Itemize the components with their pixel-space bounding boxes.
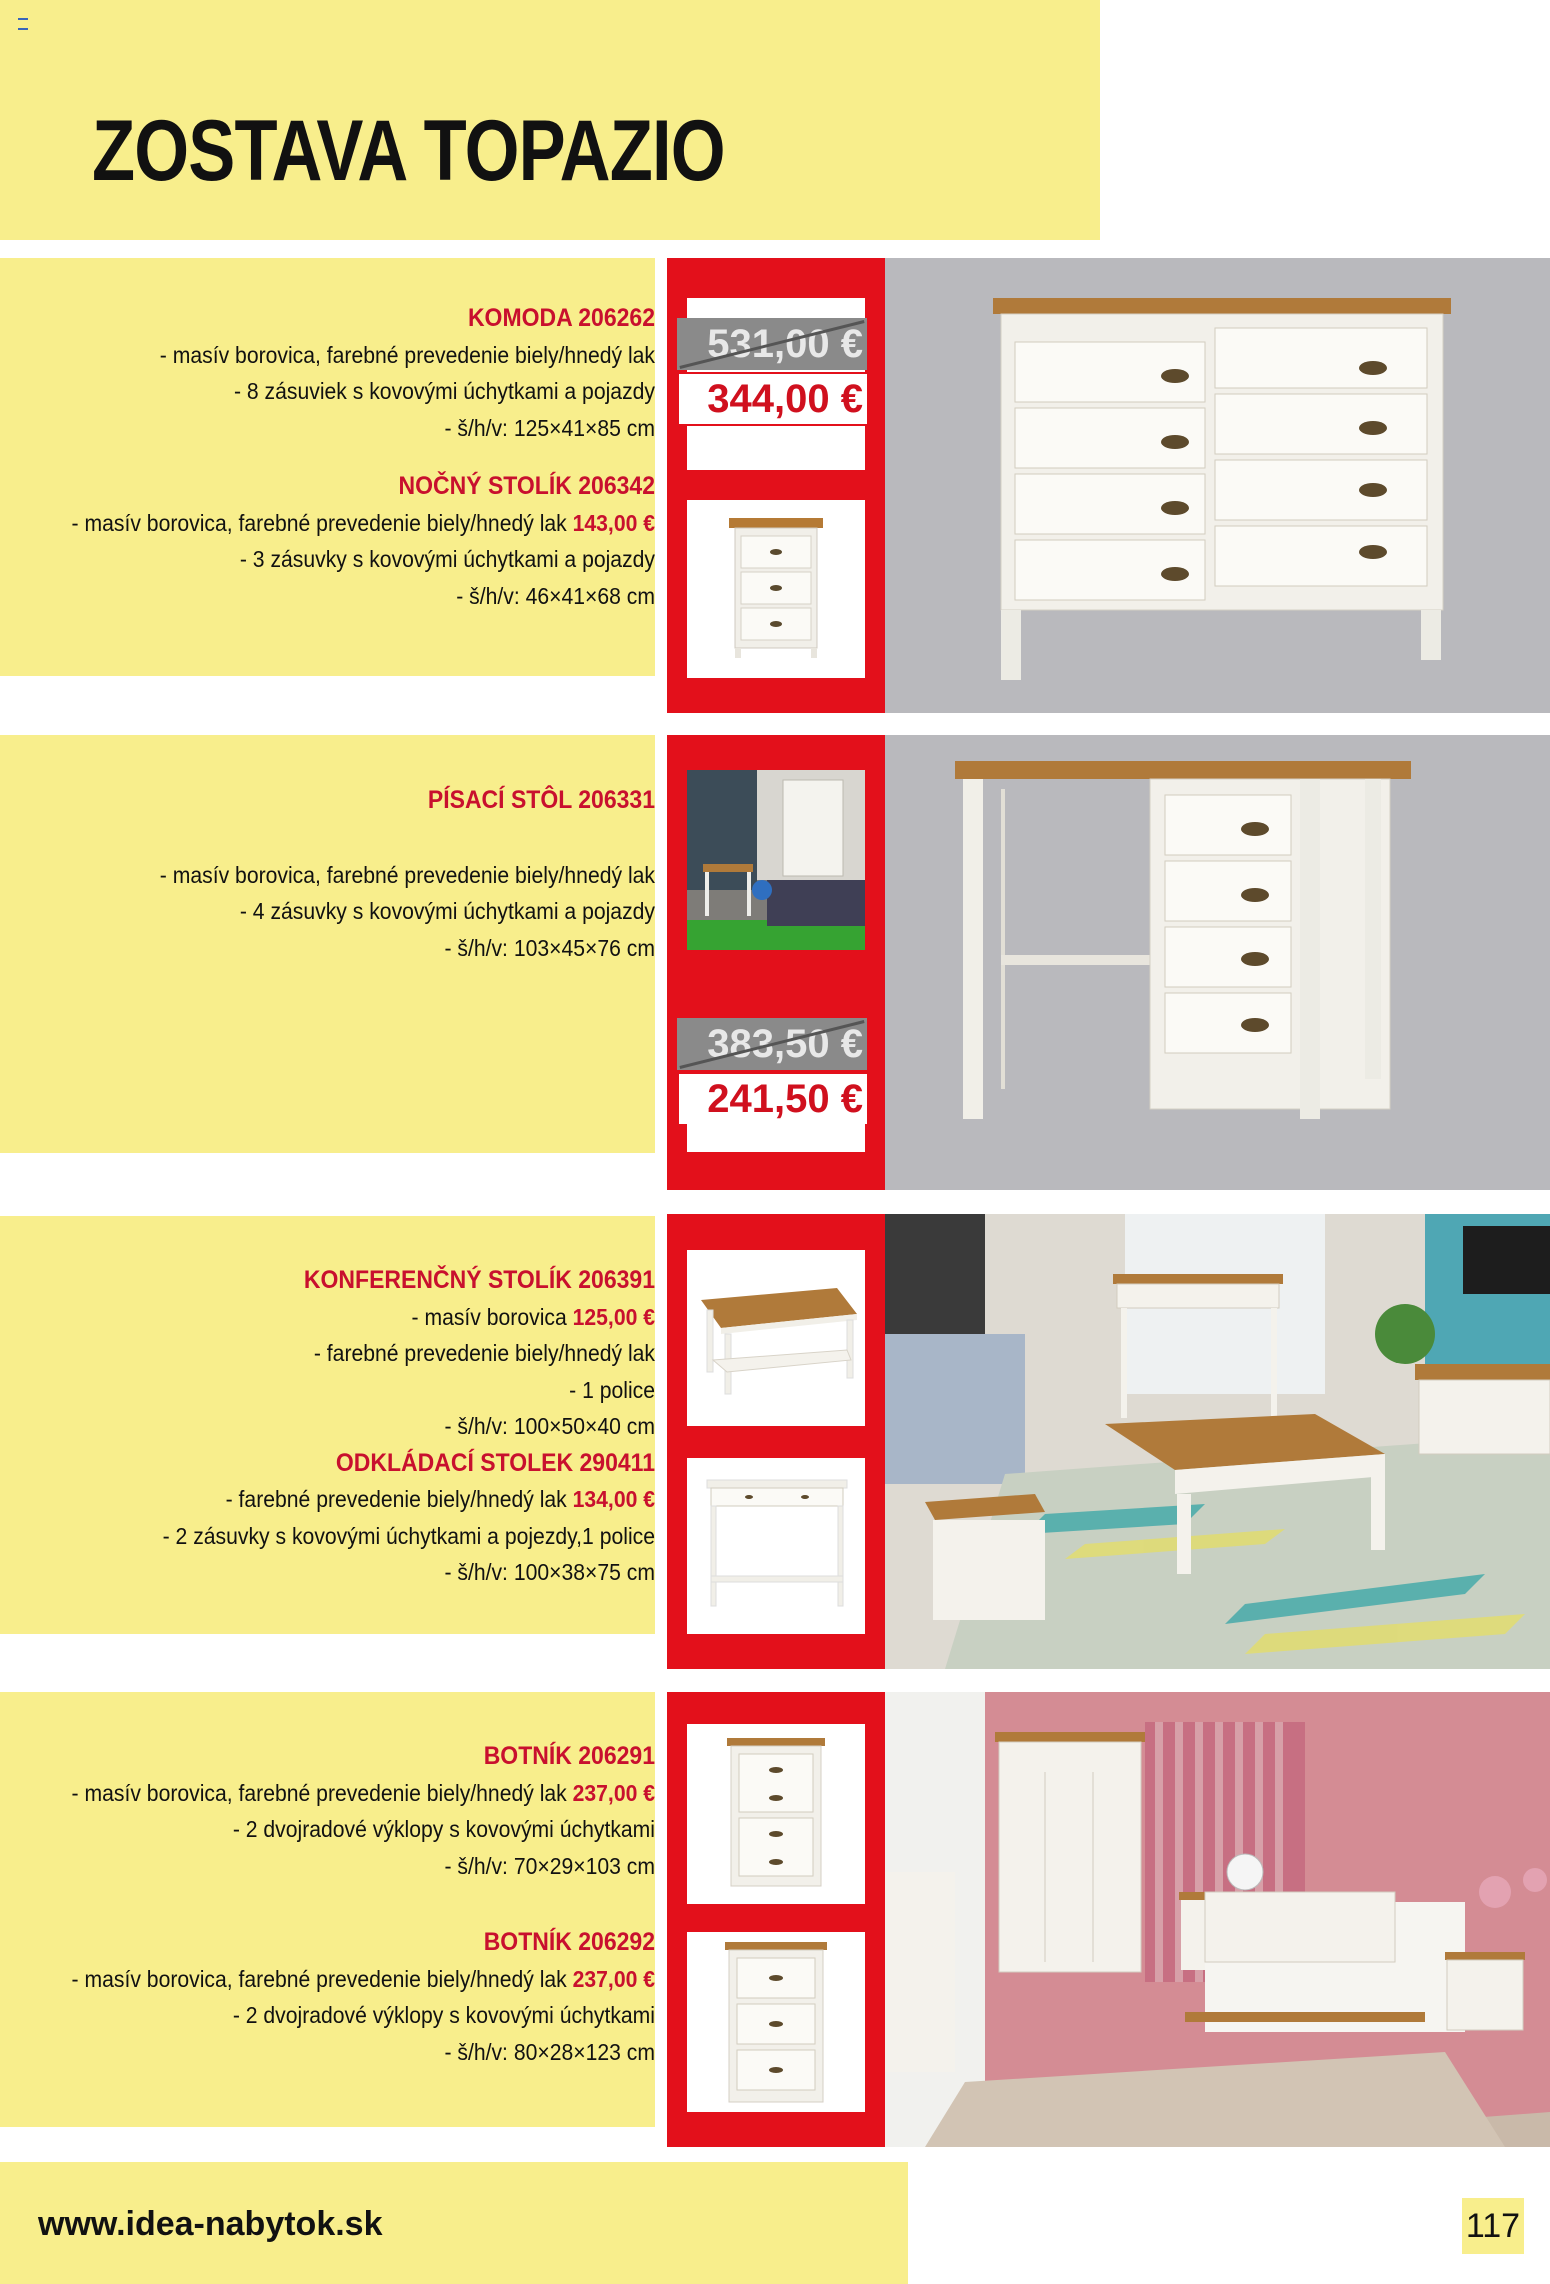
- desk-description: [66, 782, 655, 966]
- feature-line: - 8 zásuviek s kovovými úchytkami a pojazdy: [233, 378, 655, 404]
- thumbnail-room: [687, 770, 865, 950]
- feature-line: - 2 zásuvky s kovovými úchytkami a pojezdy,1 police: [162, 1522, 656, 1549]
- product-heading: BOTNÍK 206292: [483, 1928, 655, 1956]
- product-heading: ODKLÁDACÍ STOLEK 290411: [335, 1448, 655, 1477]
- dimensions-line: - š/h/v: 80×28×123 cm: [444, 2038, 655, 2065]
- coffee-table-image: [687, 1250, 865, 1426]
- feature-text: - farebné prevedenie biely/hnedý lak: [225, 1486, 573, 1512]
- desk-image: [885, 735, 1550, 1190]
- living-room-photo: [885, 1214, 1550, 1669]
- feature-line: - masív borovica, farebné prevedenie biely/hnedý lak: [159, 861, 656, 888]
- bedroom-photo: [885, 1692, 1550, 2147]
- old-price-text: 383,50 €: [707, 1022, 863, 1066]
- shoe-cabinet-image: [687, 1724, 865, 1904]
- shoe-cabinets-description: [66, 1738, 655, 2070]
- dimensions-line: - š/h/v: 100×38×75 cm: [444, 1559, 655, 1585]
- product-heading: KOMODA 206262: [467, 304, 655, 332]
- new-price: 344,00 €: [677, 372, 869, 426]
- thumbnail-shoe-cabinet-1: [687, 1724, 865, 1904]
- nightstand-image: [687, 500, 865, 678]
- feature-line: - farebné prevedenie biely/hnedý lak: [313, 1340, 655, 1366]
- feature-line: - masív borovica, farebné prevedenie biely/hnedý lak: [159, 341, 656, 368]
- feature-line: [66, 1961, 655, 1998]
- feature-text: - masív borovica, farebné prevedenie biely/hnedý lak: [71, 1965, 573, 1992]
- price-label: 134,00 €: [572, 1486, 655, 1512]
- komoda-image: [885, 258, 1550, 713]
- product-heading: KONFERENČNÝ STOLÍK 206391: [303, 1266, 655, 1294]
- feature-line: - 2 dvojradové výklopy s kovovými úchytkami: [232, 2002, 656, 2028]
- dimensions-line: - š/h/v: 100×50×40 cm: [444, 1413, 655, 1439]
- room-photo: [687, 770, 865, 950]
- dimensions-line: - š/h/v: 125×41×85 cm: [444, 414, 655, 441]
- price-label: 237,00 €: [572, 1779, 655, 1806]
- komoda-description: [66, 300, 655, 614]
- tables-description: [66, 1262, 655, 1591]
- old-price: [677, 318, 867, 370]
- feature-line: [66, 1775, 655, 1812]
- feature-line: [66, 1299, 655, 1336]
- old-price-text: 531,00 €: [707, 322, 863, 366]
- old-price: [677, 1018, 867, 1070]
- feature-text: - masív borovica: [411, 1303, 573, 1330]
- console-image: [687, 1458, 865, 1634]
- feature-line: - 3 zásuvky s kovovými úchytkami a pojazdy: [239, 546, 655, 572]
- feature-line: [66, 505, 655, 542]
- dimensions-line: - š/h/v: 70×29×103 cm: [444, 1852, 655, 1879]
- feature-line: - 1 police: [569, 1376, 655, 1403]
- product-heading: BOTNÍK 206291: [483, 1742, 655, 1770]
- dimensions-line: - š/h/v: 46×41×68 cm: [456, 582, 655, 609]
- feature-text: - masív borovica, farebné prevedenie biely/hnedý lak: [71, 509, 573, 536]
- website-link[interactable]: www.idea-nabytok.sk: [38, 2205, 383, 2243]
- price-label: 143,00 €: [572, 509, 655, 536]
- price-card-bottom: [687, 1122, 865, 1152]
- thumbnail-shoe-cabinet-2: [687, 1932, 865, 2112]
- dimensions-line: - š/h/v: 103×45×76 cm: [444, 934, 655, 961]
- thumbnail-coffee-table: [687, 1250, 865, 1426]
- product-heading: PÍSACÍ STÔL 206331: [427, 786, 655, 814]
- shoe-cabinet-image: [687, 1932, 865, 2112]
- thumbnail-console: [687, 1458, 865, 1634]
- feature-line: - 2 dvojradové výklopy s kovovými úchytkami: [232, 1816, 656, 1842]
- feature-line: [66, 1481, 655, 1518]
- product-heading: NOČNÝ STOLÍK 206342: [398, 472, 655, 500]
- feature-line: - 4 zásuvky s kovovými úchytkami a pojazdy: [239, 898, 655, 924]
- thumbnail-nightstand: [687, 500, 865, 678]
- price-label: 125,00 €: [572, 1303, 655, 1330]
- feature-text: - masív borovica, farebné prevedenie biely/hnedý lak: [71, 1779, 573, 1806]
- price-label: 237,00 €: [572, 1965, 655, 1992]
- new-price: 241,50 €: [677, 1072, 869, 1126]
- page-title: ZOSTAVA TOPAZIO: [92, 103, 725, 199]
- menu-icon: [18, 18, 28, 30]
- page-number: 117: [1462, 2198, 1524, 2254]
